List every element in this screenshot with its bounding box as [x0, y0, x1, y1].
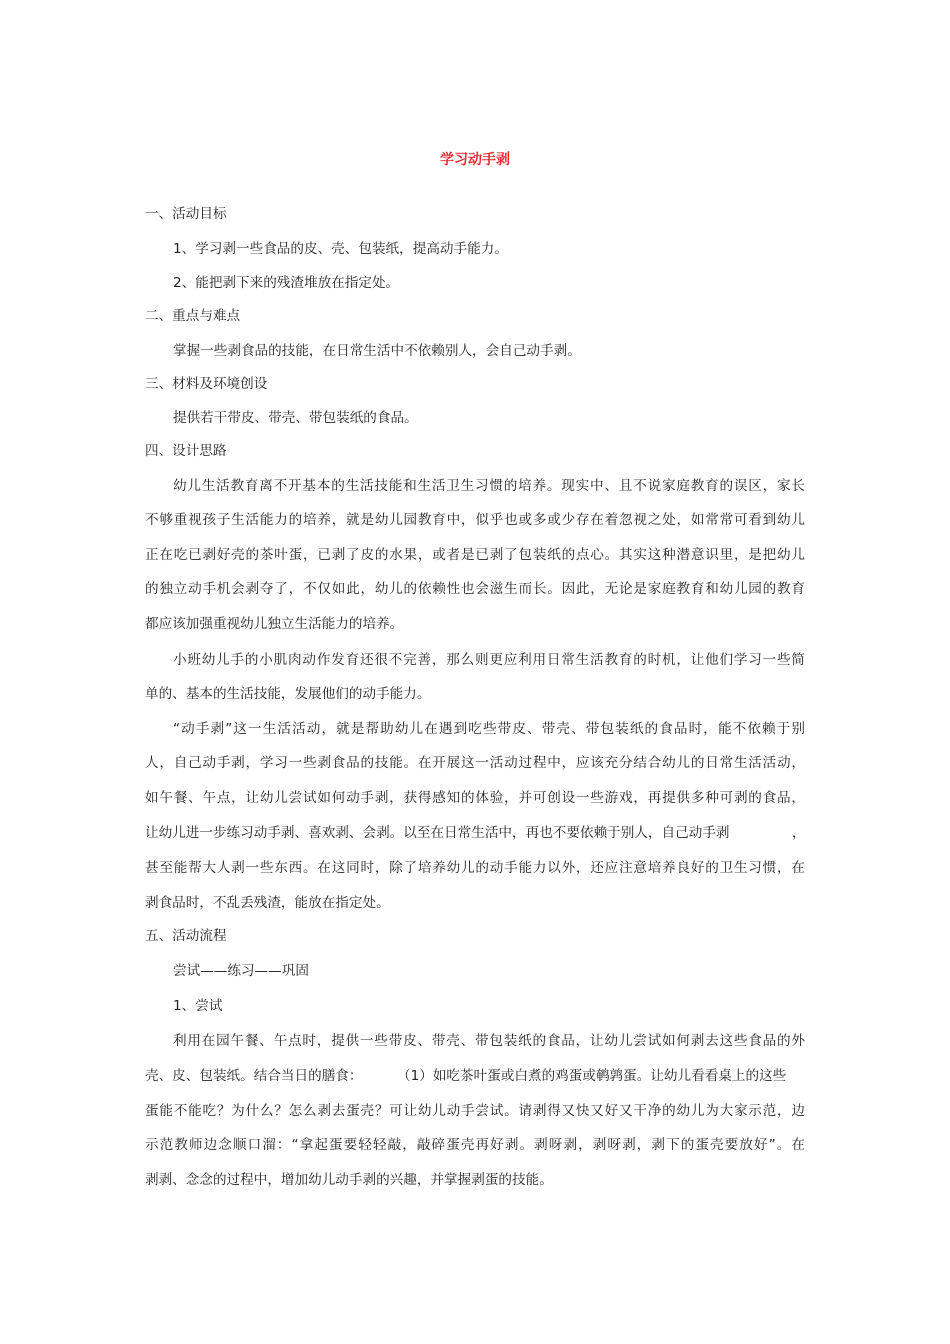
flow-paragraph-line: 蛋能不能吃？为什么？怎么剥去蛋壳？可让幼儿动手尝试。请剥得又快又好又干净的幼儿为大家示范，边 [145, 1103, 805, 1119]
flow-step-1: 1、尝试 [173, 998, 223, 1014]
design-paragraph-3-line: “动手剥”这一生活活动，就是帮助幼儿在遇到吃些带皮、带壳、带包装纸的食品时，能不依赖于别 [173, 721, 805, 737]
design-paragraph-3-line: 如午餐、午点，让幼儿尝试如何动手剥，获得感知的体验，并可创设一些游戏，再提供多种可剥的食品， [145, 790, 805, 806]
design-paragraph-3-line: 剥食品时，不乱丢残渣，能放在指定处。 [145, 895, 390, 911]
design-paragraph-3-line: 人，自己动手剥，学习一些剥食品的技能。在开展这一活动过程中，应该充分结合幼儿的日常生活活动， [145, 755, 805, 771]
section-heading-materials: 三、材料及环境创设 [145, 376, 268, 392]
design-paragraph-1-line: 的独立动手机会剥夺了，不仅如此，幼儿的依赖性也会滋生而长。因此，无论是家庭教育和幼儿园的教育 [145, 581, 805, 597]
design-paragraph-2-line: 小班幼儿手的小肌肉动作发育还很不完善，那么则更应利用日常生活教育的时机，让他们学习一些简 [173, 652, 805, 668]
flow-sequence: 尝试——练习——巩固 [173, 963, 309, 979]
flow-paragraph-line: 利用在园午餐、午点时，提供一些带皮、带壳、带包装纸的食品，让幼儿尝试如何剥去这些食品的外 [173, 1033, 805, 1049]
design-paragraph-1-line: 幼儿生活教育离不开基本的生活技能和生活卫生习惯的培养。现实中、且不说家庭教育的误区，家长 [173, 478, 805, 494]
section-heading-focus: 二、重点与难点 [145, 308, 241, 324]
design-paragraph-3-comma: ， [792, 825, 806, 841]
goal-item-2: 2、能把剥下来的残渣堆放在指定处。 [173, 275, 400, 291]
design-paragraph-1-line: 正在吃已剥好壳的茶叶蛋，已剥了皮的水果，或者是已剥了包装纸的点心。其实这种潜意识里，是把幼儿 [145, 547, 805, 563]
design-paragraph-3-line: 让幼儿进一步练习动手剥、喜欢剥、会剥。以至在日常生活中，再也不要依赖于别人，自己动手剥 [145, 825, 730, 841]
design-paragraph-2-line: 单的、基本的生活技能，发展他们的动手能力。 [145, 686, 431, 702]
design-paragraph-3-line: 甚至能帮大人剥一些东西。在这同时，除了培养幼儿的动手能力以外，还应注意培养良好的卫生习惯，在 [145, 860, 805, 876]
flow-paragraph-line: 壳、皮、包装纸。结合当日的膳食： [145, 1068, 363, 1084]
section-heading-goals: 一、活动目标 [145, 206, 227, 222]
design-paragraph-1-line: 都应该加强重视幼儿独立生活能力的培养。 [145, 616, 404, 632]
flow-paragraph-line: 剥剥、念念的过程中，增加幼儿动手剥的兴趣，并掌握剥蛋的技能。 [145, 1172, 553, 1188]
materials-text: 提供若干带皮、带壳、带包装纸的食品。 [173, 410, 418, 426]
flow-paragraph-line: 示范教师边念顺口溜：“拿起蛋要轻轻敲，敲碎蛋壳再好剥。剥呀剥，剥呀剥，剥下的蛋壳要放好”。在 [145, 1137, 805, 1153]
goal-item-1: 1、学习剥一些食品的皮、壳、包装纸，提高动手能力。 [173, 241, 508, 257]
focus-text: 掌握一些剥食品的技能，在日常生活中不依赖别人，会自己动手剥。 [173, 343, 581, 359]
section-heading-flow: 五、活动流程 [145, 928, 227, 944]
flow-paragraph-line: （1）如吃茶叶蛋或白煮的鸡蛋或鹌鹑蛋。让幼儿看看桌上的这些 [397, 1068, 787, 1084]
section-heading-design: 四、设计思路 [145, 443, 227, 459]
document-title: 学习动手剥 [440, 152, 510, 168]
design-paragraph-1-line: 不够重视孩子生活能力的培养，就是幼儿园教育中，似乎也或多或少存在着忽视之处，如常常可看到幼儿 [145, 512, 805, 528]
